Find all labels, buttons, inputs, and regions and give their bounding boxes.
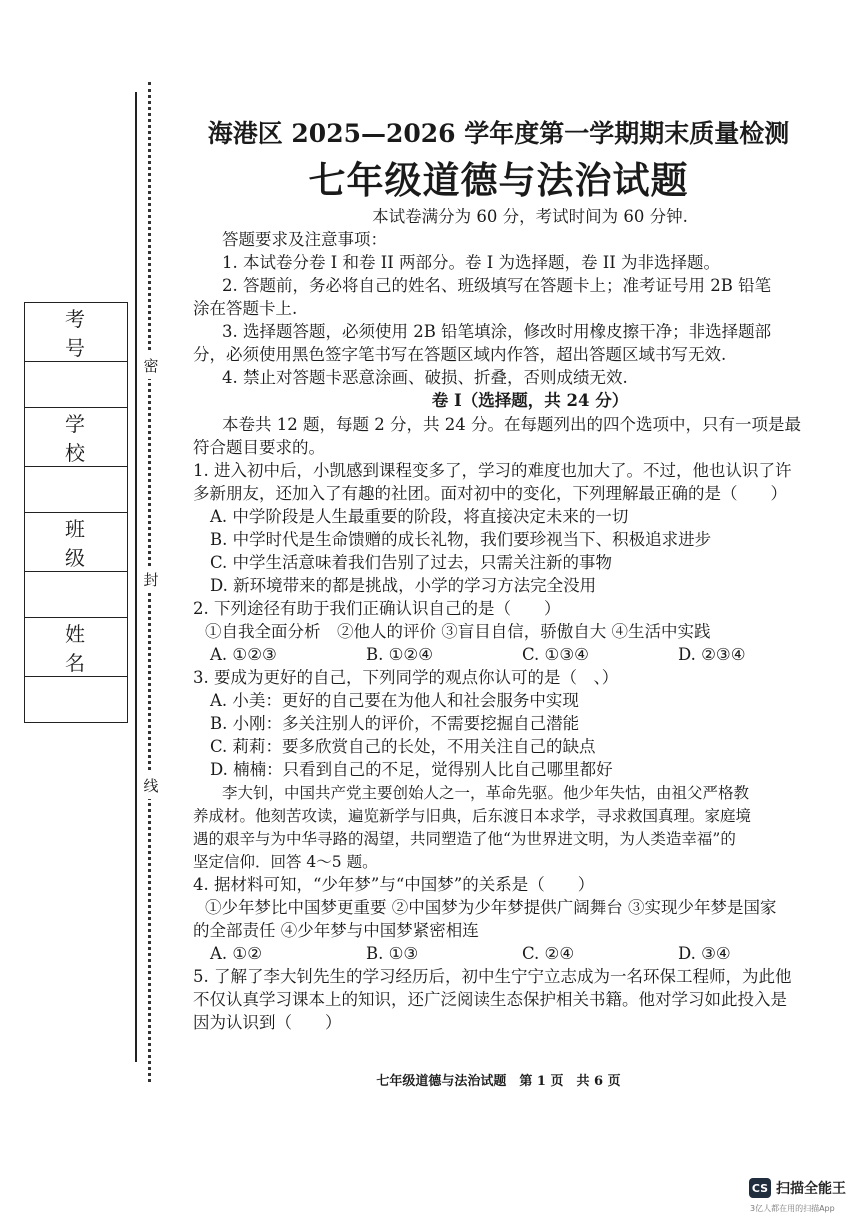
- watermark-subtext: 3亿人都在用的扫描App: [750, 1204, 835, 1213]
- q3-stem: 3. 要成为更好的自己，下列同学的观点你认可的是（ 、）: [193, 668, 619, 687]
- q1-stem-b: 多新朋友，还加入了有趣的社团。面对初中的变化，下列理解最正确的是（ ）: [193, 484, 787, 503]
- q3-option-c: C. 莉莉：要多欣赏自己的长处，不用关注自己的缺点: [210, 737, 596, 756]
- material-line-1: 李大钊，中国共产党主要创始人之一，革命先驱。他少年失怙，由祖父严格教: [222, 784, 750, 802]
- q3-option-d: D. 楠楠：只看到自己的不足，觉得别人比自己哪里都好: [210, 760, 613, 779]
- q2-option-d: D. ②③④: [678, 645, 746, 664]
- subject-title: 七年级道德与法治试题: [308, 158, 689, 202]
- q1-option-c: C. 中学生活意味着我们告别了过去，只需关注新的事物: [210, 553, 613, 572]
- label-class: 班级: [25, 513, 128, 572]
- material-line-4: 坚定信仰．回答 4～5 题。: [193, 853, 378, 871]
- q2-option-b: B. ①②④: [366, 645, 433, 664]
- section-title: 卷 I（选择题，共 24 分）: [431, 391, 629, 410]
- q2-option-c: C. ①③④: [522, 645, 589, 664]
- q2-stem: 2. 下列途径有助于我们正确认识自己的是（ ）: [193, 599, 561, 618]
- watermark-text: 扫描全能王: [776, 1181, 846, 1197]
- q5-stem-a: 5. 了解了李大钊先生的学习经历后，初中生宁宁立志成为一名环保工程师，为此他: [193, 967, 792, 986]
- exam-title: 海港区 2025—2026 学年度第一学期期末质量检测: [207, 119, 790, 148]
- page-footer: 七年级道德与法治试题 第 1 页 共 6 页: [376, 1074, 621, 1089]
- q1-stem-a: 1. 进入初中后，小凯感到课程变多了，学习的难度也加大了。不过，他也认识了许: [193, 461, 792, 480]
- section-desc-b: 符合题目要求的。: [193, 438, 325, 457]
- label-school: 学校: [25, 408, 128, 467]
- q1-option-b: B. 中学时代是生命馈赠的成长礼物，我们要珍视当下、积极追求进步: [210, 530, 712, 549]
- q1-option-d: D. 新环境带来的都是挑战，小学的学习方法完全没用: [210, 576, 597, 595]
- instruction-2b: 涂在答题卡上.: [193, 299, 298, 318]
- q3-option-b: B. 小刚：多关注别人的评价，不需要挖掘自己潜能: [210, 714, 580, 733]
- instruction-4: 4. 禁止对答题卡恶意涂画、破损、折叠，否则成绩无效.: [222, 368, 628, 387]
- student-info-table: [24, 302, 128, 723]
- label-exam-number: 考号: [25, 303, 128, 362]
- field-school[interactable]: [25, 467, 128, 513]
- scanner-watermark: [749, 1178, 846, 1198]
- q1-option-a: A. 中学阶段是人生最重要的阶段，将直接决定未来的一切: [210, 507, 629, 526]
- q4-stem: 4. 据材料可知，“少年梦”与“中国梦”的关系是（ ）: [193, 875, 595, 894]
- q5-stem-c: 因为认识到（ ）: [193, 1013, 342, 1032]
- camscanner-logo-icon: CS: [749, 1178, 771, 1198]
- q4-items-a: ①少年梦比中国梦更重要 ②中国梦为少年梦提供广阔舞台 ③实现少年梦是国家: [205, 898, 777, 917]
- material-line-2: 养成材。他刻苦攻读，遍览新学与旧典，后东渡日本求学，寻求救国真理。家庭境: [193, 807, 752, 825]
- score-note: 本试卷满分为 60 分，考试时间为 60 分钟.: [372, 207, 688, 226]
- q5-stem-b: 不仅认真学习课本上的知识，还广泛阅读生态保护相关书籍。他对学习如此投入是: [193, 990, 787, 1009]
- seal-char-feng: 封: [142, 566, 160, 593]
- instructions-heading: 答题要求及注意事项：: [222, 230, 387, 249]
- section-desc-a: 本卷共 12 题，每题 2 分，共 24 分。在每题列出的四个选项中，只有一项是最: [222, 415, 801, 434]
- seal-char-xian: 线: [142, 772, 160, 799]
- q4-option-b: B. ①③: [366, 944, 419, 963]
- label-name: 姓名: [25, 618, 128, 677]
- instruction-2a: 2. 答题前，务必将自己的姓名、班级填写在答题卡上；准考证号用 2B 铅笔: [222, 276, 772, 295]
- q2-option-a: A. ①②③: [210, 645, 277, 664]
- q4-items-b: 的全部责任 ④少年梦与中国梦紧密相连: [193, 921, 479, 940]
- q2-items: ①自我全面分析 ②他人的评价 ③盲目自信，骄傲自大 ④生活中实践: [205, 622, 711, 641]
- field-class[interactable]: [25, 572, 128, 618]
- q4-option-c: C. ②④: [522, 944, 575, 963]
- q4-option-a: A. ①②: [210, 944, 262, 963]
- margin-rule: [135, 92, 137, 1062]
- field-name[interactable]: [25, 677, 128, 723]
- q3-option-a: A. 小美：更好的自己要在为他人和社会服务中实现: [210, 691, 579, 710]
- field-exam-number[interactable]: [25, 362, 128, 408]
- seal-char-mi: 密: [142, 352, 160, 379]
- instruction-3b: 分，必须使用黑色签字笔书写在答题区域内作答，超出答题区域书写无效.: [193, 345, 727, 364]
- material-line-3: 遇的艰辛与为中华寻路的渴望，共同塑造了他“为世界进文明，为人类造幸福”的: [193, 830, 736, 848]
- instruction-3a: 3. 选择题答题，必须使用 2B 铅笔填涂，修改时用橡皮擦干净；非选择题部: [222, 322, 772, 341]
- q4-option-d: D. ③④: [678, 944, 731, 963]
- instruction-1: 1. 本试卷分卷 I 和卷 II 两部分。卷 I 为选择题，卷 II 为非选择题。: [222, 253, 721, 272]
